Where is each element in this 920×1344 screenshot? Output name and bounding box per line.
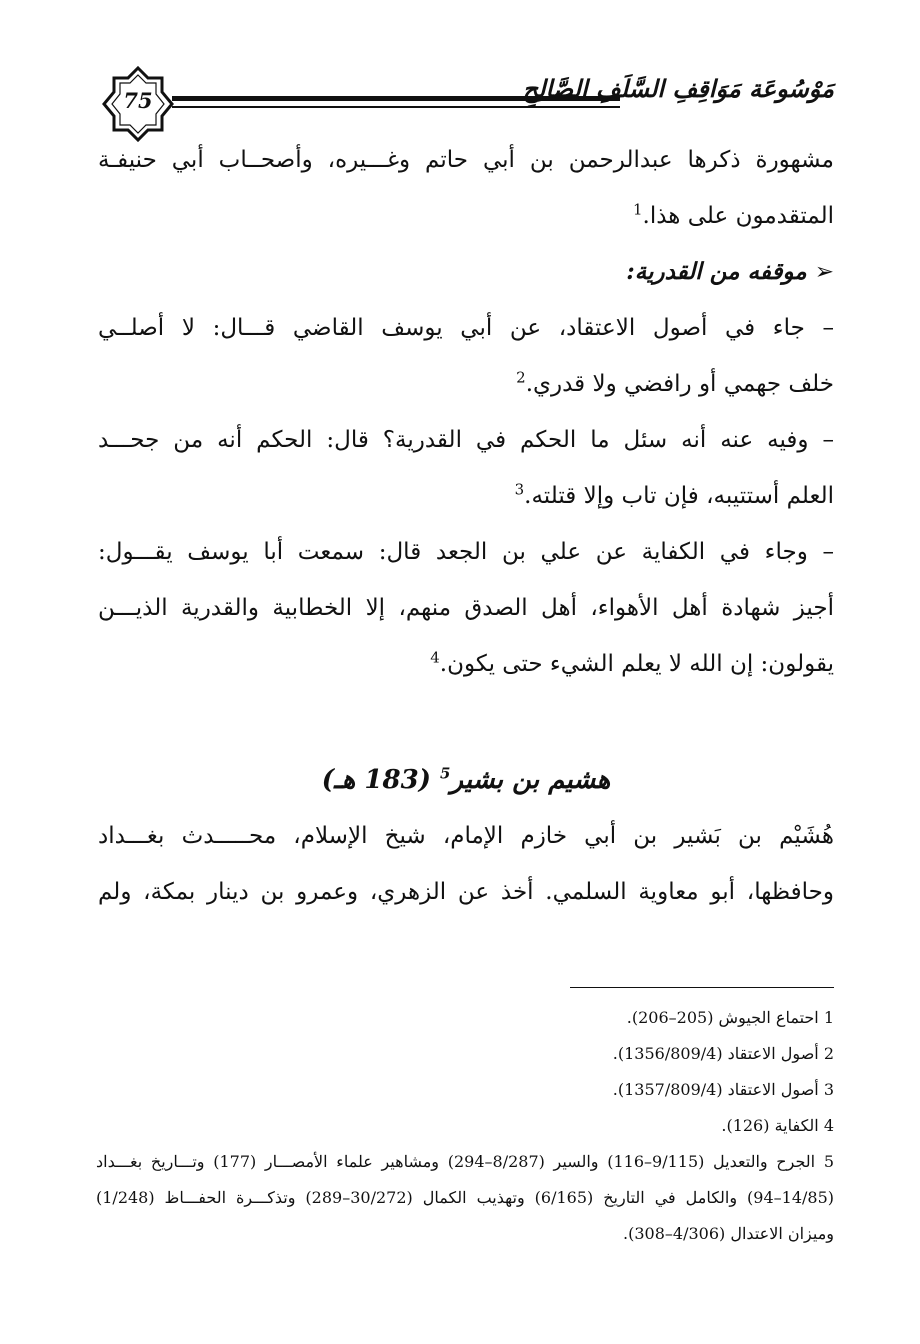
- footnote-separator: [570, 987, 834, 988]
- body-line: – وفيه عنه أنه سئل ما الحكم في القدرية؟ قال: الحكم أنه من جحـــد: [98, 427, 834, 453]
- footnote-item: 4 الكفاية (126).: [721, 1116, 834, 1135]
- biography-title: هشيم بن بشير$^5$ (183 هـ): [321, 764, 611, 795]
- section-subheading: ➢موقفه من القدرية:: [626, 258, 834, 285]
- body-line: وحافظها، أبو معاوية السلمي. أخذ عن الزهري، وعمرو بن دينار بمكة، ولم: [98, 879, 834, 905]
- body-line: العلم أستتيبه، فإن تاب وإلا قتلته.$^3$: [514, 480, 834, 509]
- body-line: مشهورة ذكرها عبدالرحمن بن أبي حاتم وغـــيره، وأصحــاب أبي حنيفـة: [98, 147, 834, 173]
- spacer: [98, 692, 834, 752]
- body-line: أجيز شهادة أهل الأهواء، أهل الصدق منهم، إلا الخطابية والقدرية الذيـــن: [98, 595, 834, 621]
- footnote-item: وميزان الاعتدال (4/306–308).: [623, 1224, 834, 1243]
- body-line: – جاء في أصول الاعتقاد، عن أبي يوسف القاضي قـــال: لا أصلــي: [98, 315, 834, 341]
- header-rule-thin: [172, 106, 620, 108]
- footnote-item: (14/85–94) والكامل في التاريخ (6/165) وتهذيب الكمال (30/272–289) وتذكـــرة الحفـــاظ (1/248): [96, 1188, 834, 1207]
- page-body: [98, 132, 834, 920]
- page-header: [0, 0, 920, 140]
- footnote-ref: 5: [440, 764, 451, 783]
- footnotes: [96, 1000, 834, 1252]
- footnote-ref: 3: [514, 480, 525, 499]
- footnote-ref: 1: [632, 200, 643, 219]
- footnote-item: 2 أصول الاعتقاد (1356/809/4).: [612, 1044, 834, 1063]
- footnote-item: 3 أصول الاعتقاد (1357/809/4).: [612, 1080, 834, 1099]
- body-line: هُشَيْم بن بَشير بن أبي خازم الإمام، شيخ الإسلام، محـــــدث بغـــداد: [98, 823, 834, 849]
- footnote-ref: 4: [430, 648, 440, 667]
- body-line: المتقدمون على هذا.$^1$: [632, 200, 834, 229]
- book-title: مَوْسُوعَة مَوَاقِفِ السَّلَفِ الصَّالِحِ: [522, 74, 834, 103]
- arrowhead-icon: ➢: [814, 259, 834, 285]
- footnote-item: 1 احتماع الجيوش (205–206).: [626, 1008, 834, 1027]
- body-line: – وجاء في الكفاية عن علي بن الجعد قال: سمعت أبا يوسف يقـــول:: [98, 539, 834, 565]
- footnote-ref: 2: [516, 368, 526, 387]
- page-number: 75: [123, 88, 153, 113]
- body-line: خلف جهمي أو رافضي ولا قدري.$^2$: [516, 368, 834, 397]
- body-line: يقولون: إن الله لا يعلم الشيء حتى يكون.$^4$: [430, 648, 834, 677]
- footnote-item: 5 الجرح والتعديل (9/115–116) والسير (8/287–294) ومشاهير علماء الأمصـــار (177) وتـــاريخ بغـــداد: [96, 1152, 834, 1171]
